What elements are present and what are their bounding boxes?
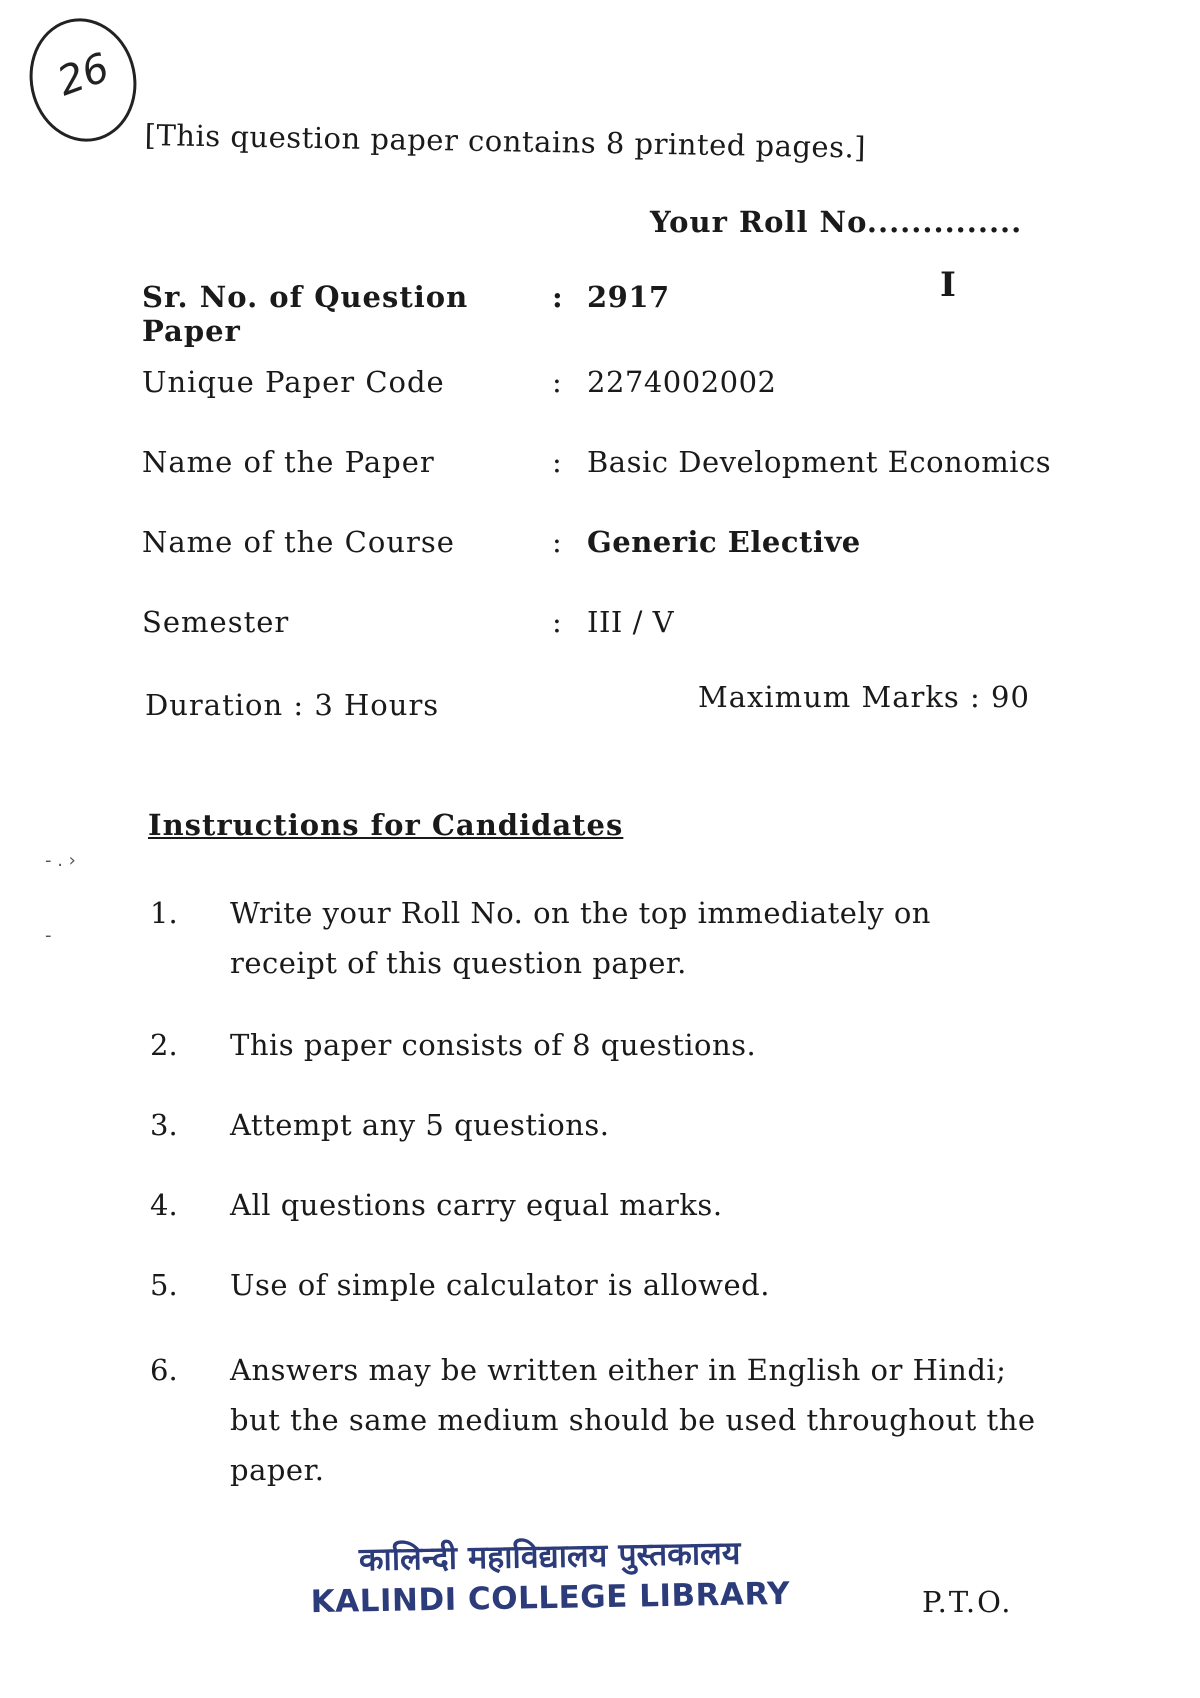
pto-marker: P.T.O. [922, 1585, 1013, 1619]
instruction-text: Use of simple calculator is allowed. [230, 1268, 770, 1302]
instruction-item [150, 1100, 1040, 1150]
instruction-number: 6. [150, 1353, 178, 1387]
instruction-text: Answers may be written either in English or Hindi; but the same medium should be used throughout the paper. [230, 1353, 1036, 1487]
stamp-english-text: KALINDI COLLEGE LIBRARY [310, 1575, 791, 1621]
field-value: Generic Elective [587, 525, 861, 559]
field-value: 2917 [587, 280, 670, 314]
maximum-marks: Maximum Marks : 90 [698, 680, 1030, 714]
margin-scribble: - . › [45, 850, 76, 871]
stamp-hindi-text: कालिन्दी महाविद्यालय पुस्तकालय [358, 1533, 741, 1579]
instruction-text: Attempt any 5 questions. [230, 1108, 610, 1142]
page-count-note: [This question paper contains 8 printed pages.] [144, 118, 867, 165]
margin-scribble: - [45, 925, 52, 946]
instruction-number: 4. [150, 1188, 178, 1222]
field-label: Sr. No. of Question Paper [142, 280, 469, 348]
field-course-name [142, 525, 861, 559]
field-label: Unique Paper Code [142, 365, 445, 399]
instruction-item [150, 1180, 1040, 1230]
field-value: III / V [587, 605, 675, 639]
field-value: Basic Development Economics [587, 445, 1052, 479]
field-unique-paper-code [142, 365, 777, 399]
instruction-item [150, 1345, 1040, 1495]
duration: Duration : 3 Hours [145, 688, 440, 722]
field-paper-name [142, 445, 1051, 479]
field-colon: : [552, 365, 562, 399]
instruction-number: 5. [150, 1268, 178, 1302]
instruction-number: 1. [150, 896, 178, 930]
field-value: 2274002002 [587, 365, 777, 399]
instruction-text: This paper consists of 8 questions. [230, 1028, 757, 1062]
instruction-text: Write your Roll No. on the top immediately on receipt of this question paper. [230, 896, 931, 980]
field-colon: : [552, 605, 562, 639]
field-label: Name of the Paper [142, 445, 435, 479]
instruction-text: All questions carry equal marks. [230, 1188, 723, 1222]
set-code: I [940, 265, 956, 305]
field-label: Semester [142, 605, 290, 639]
field-semester [142, 605, 674, 639]
field-colon: : [552, 280, 563, 314]
instructions-heading: Instructions for Candidates [148, 808, 624, 842]
instruction-item [150, 1020, 1040, 1070]
handwritten-number: 26 [51, 44, 116, 106]
instruction-item [150, 888, 1040, 988]
library-stamp [309, 1531, 790, 1623]
field-colon: : [552, 525, 562, 559]
field-sr-no [142, 280, 670, 348]
field-label: Name of the Course [142, 525, 455, 559]
field-colon: : [552, 445, 562, 479]
instruction-number: 3. [150, 1108, 178, 1142]
instruction-item [150, 1260, 1040, 1310]
roll-no-label: Your Roll No.............. [650, 205, 1023, 239]
instruction-number: 2. [150, 1028, 178, 1062]
